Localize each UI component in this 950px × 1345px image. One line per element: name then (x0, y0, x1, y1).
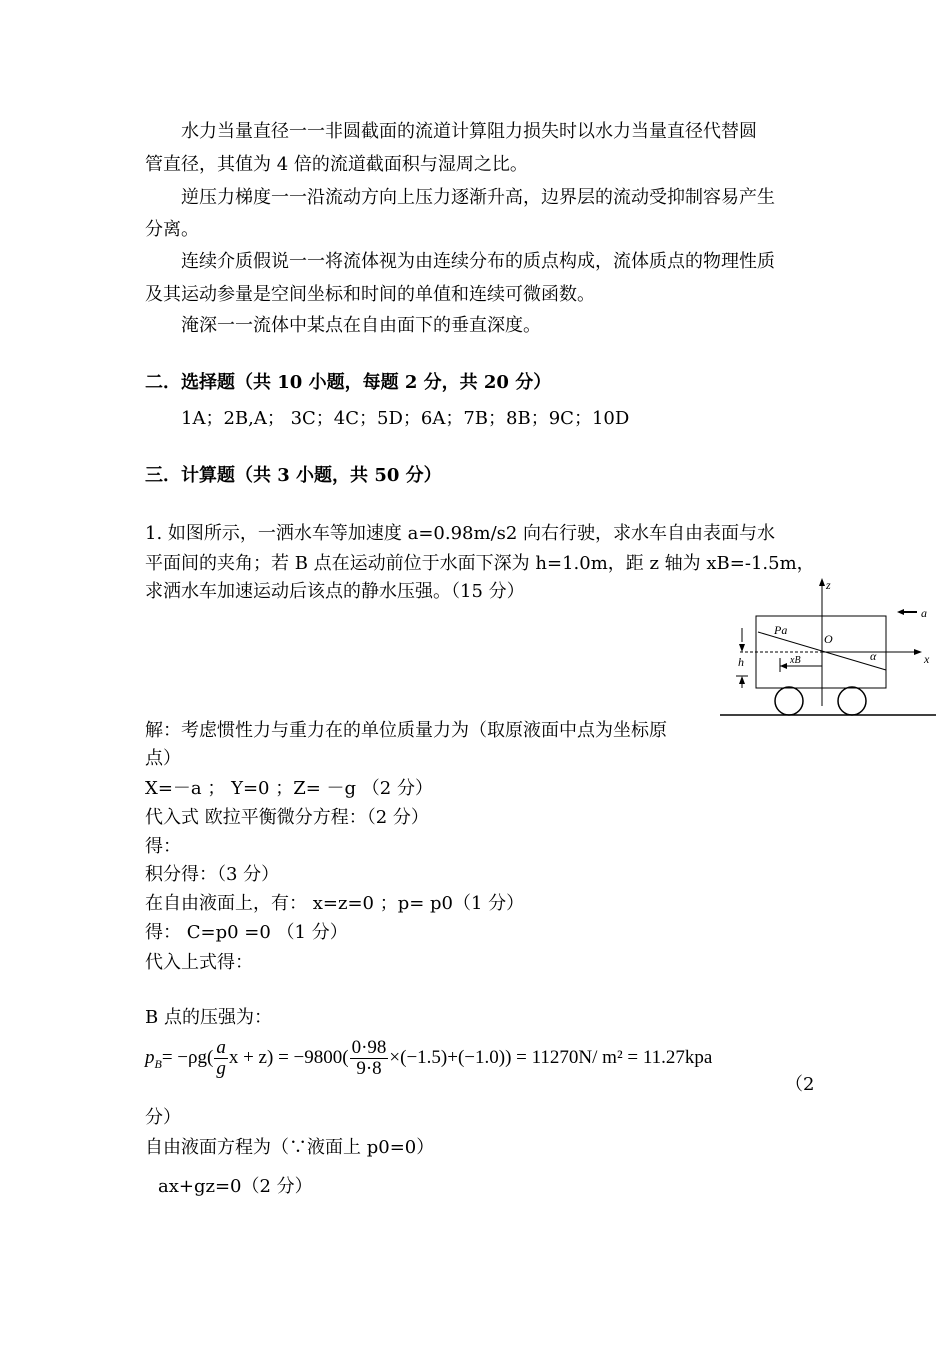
section-3-heading: 三．计算题（共 3 小题，共 50 分） (145, 465, 442, 486)
x-axis-arrowhead (914, 649, 922, 655)
fraction-numbers: $\frac{0\cdot 98}{9\cdot 8}$ (351, 1037, 387, 1080)
free-surface-equation-label: 自由液面方程为（∵液面上 p0=0） (145, 1137, 435, 1158)
z-axis-arrowhead (819, 578, 825, 586)
substitution-step: 代入上式得： (145, 952, 253, 973)
integration-step: 积分得：（3 分） (145, 864, 280, 885)
z-axis-label: z (826, 578, 831, 592)
alpha-label: α (870, 649, 877, 663)
point-b-pressure-label: B 点的压强为： (145, 1007, 272, 1028)
body-force-components: X=－a ； Y=0 ；Z= －g （2 分） (145, 778, 433, 799)
pa-label: Pa (774, 623, 788, 637)
definition-1-line-2: 管直径，其值为 4 倍的流道截面积与湿周之比。 (145, 154, 528, 175)
definition-3-line-2: 及其运动参量是空间坐标和时间的单值和连续可微函数。 (145, 284, 595, 305)
rear-wheel (775, 687, 803, 715)
definition-2-line-2: 分离。 (145, 219, 199, 240)
definition-4-line-1: 淹深一一流体中某点在自由面下的垂直深度。 (181, 315, 541, 336)
solution-line-1: 解：考虑惯性力与重力在的单位质量力为（取原液面中点为坐标原 (145, 720, 667, 741)
result-label: 得： (145, 836, 181, 857)
free-surface-condition: 在自由液面上，有： x=z=0 ；p= p0（1 分） (145, 893, 525, 914)
x-axis-label: x (924, 652, 930, 666)
acceleration-arrowhead (897, 609, 904, 615)
problem-1-line-1: 1. 如图所示，一洒水车等加速度 a=0.98m/s2 向右行驶，求水车自由表面与水 (145, 523, 776, 544)
definition-3-line-1: 连续介质假说一一将流体视为由连续分布的质点构成，流体质点的物理性质 (181, 251, 775, 272)
fraction-a-over-g: $\frac{a}{g}$ (216, 1037, 226, 1080)
problem-1-line-2: 平面间的夹角；若 B 点在运动前位于水面下深为 h=1.0m，距 z 轴为 xB=-1.5m， (145, 553, 815, 574)
section-2-heading: 二．选择题（共 10 小题，每题 2 分，共 20 分） (145, 372, 552, 393)
multiple-choice-answers: 1A；2B,A； 3C；4C；5D；6A；7B；8B；9C；10D (181, 408, 630, 429)
euler-equation-step: 代入式 欧拉平衡微分方程：（2 分） (145, 807, 429, 828)
definition-2-line-1: 逆压力梯度一一沿流动方向上压力逐渐升高，边界层的流动受抑制容易产生 (181, 187, 775, 208)
solution-line-2: 点） (145, 748, 181, 769)
formula-lhs: p (145, 1047, 155, 1068)
free-surface-equation: ax+gz=0（2 分） (158, 1176, 313, 1197)
water-truck-diagram (718, 576, 938, 726)
front-wheel (838, 687, 866, 715)
pressure-formula: $p_B= -\rho g$( $\frac{a}{g}$ x + z) = −9800( $\frac{0\cdot 98}{9\cdot 8}$ ×(−1.5)+(−1.0)) = 11270N/ m² = 11.27kpa (145, 1037, 713, 1080)
xb-label: xB (790, 655, 801, 666)
definition-1-line-1: 水力当量直径一一非圆截面的流道计算阻力损失时以水力当量直径代替圆 (181, 121, 757, 142)
origin-label: O (824, 632, 833, 646)
h-label: h (738, 655, 744, 669)
acceleration-label: a (921, 606, 927, 620)
problem-1-line-3: 求洒水车加速运动后该点的静水压强。（15 分） (145, 581, 525, 602)
formula-points-a: （2 (785, 1074, 815, 1095)
constant-result: 得： C=p0 =0 （1 分） (145, 922, 348, 943)
formula-points-b: 分） (145, 1107, 181, 1128)
